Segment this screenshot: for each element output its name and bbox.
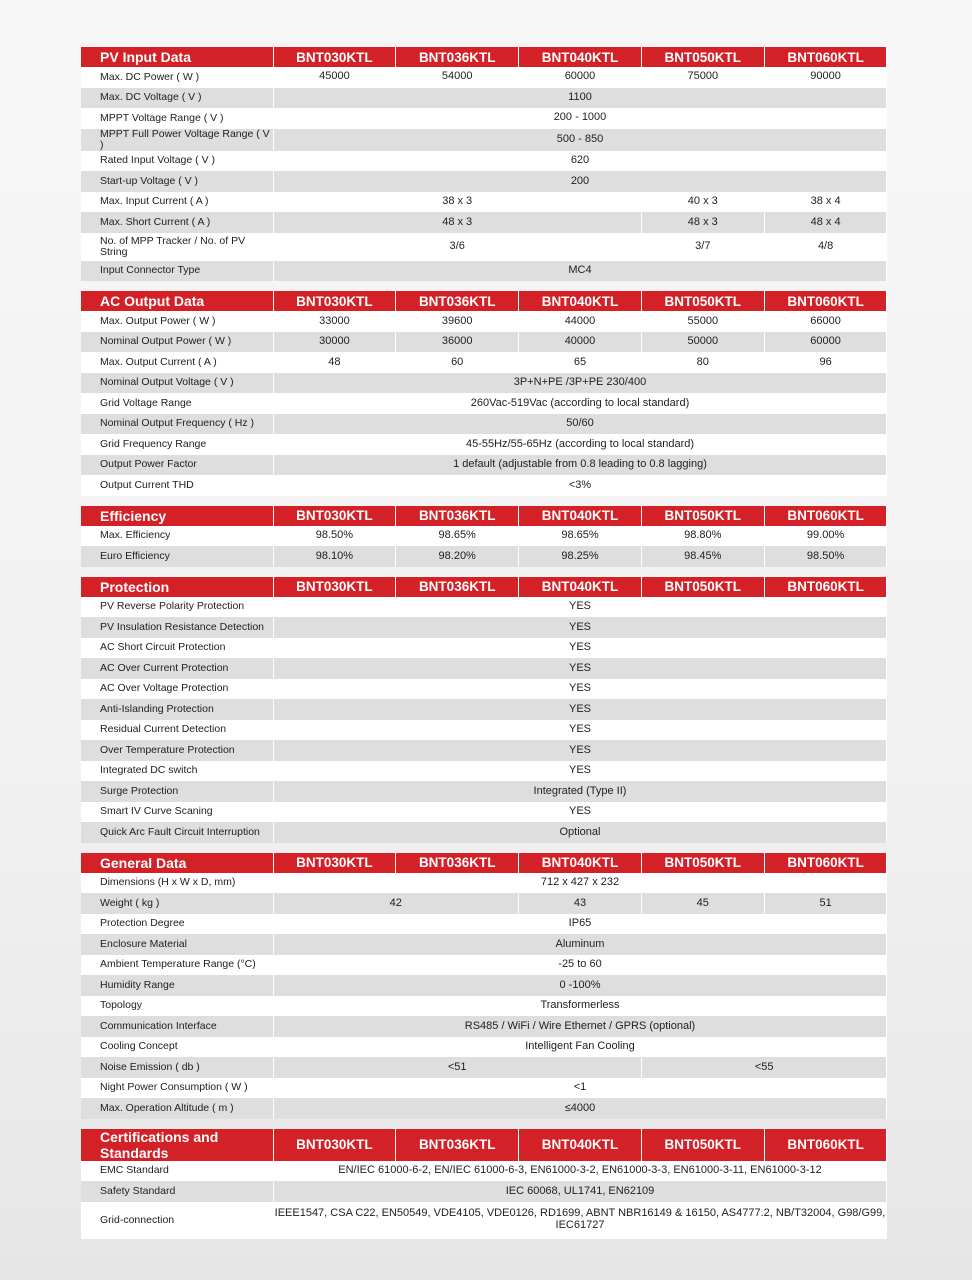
row-label: Start-up Voltage ( V )	[81, 171, 273, 192]
value-cell: YES	[273, 720, 887, 741]
section-title: AC Output Data	[81, 291, 273, 311]
value-cell: MC4	[273, 261, 887, 282]
header-row	[81, 853, 887, 873]
value-cell: 98.65%	[396, 526, 519, 547]
table-row	[81, 261, 887, 282]
value-cell: 3/7	[641, 233, 764, 261]
row-label: Euro Efficiency	[81, 546, 273, 567]
table-row	[81, 1098, 887, 1119]
model-header: BNT050KTL	[641, 291, 764, 311]
table-row	[81, 526, 887, 547]
table-row	[81, 873, 887, 894]
table-row	[81, 1037, 887, 1058]
model-header: BNT050KTL	[641, 47, 764, 67]
model-header: BNT040KTL	[519, 853, 642, 873]
row-label: MPPT Full Power Voltage Range ( V )	[81, 129, 273, 151]
row-label: Max. Operation Altitude ( m )	[81, 1098, 273, 1119]
header-row	[81, 506, 887, 526]
value-cell: 1 default (adjustable from 0.8 leading to 0.8 lagging)	[273, 455, 887, 476]
value-cell: 98.65%	[519, 526, 642, 547]
row-label: Input Connector Type	[81, 261, 273, 282]
header-row	[81, 1129, 887, 1161]
table-row	[81, 658, 887, 679]
row-label: Protection Degree	[81, 914, 273, 935]
table-row	[81, 934, 887, 955]
model-header: BNT036KTL	[396, 47, 519, 67]
table-row	[81, 1161, 887, 1182]
model-header: BNT030KTL	[273, 291, 396, 311]
table-row	[81, 475, 887, 496]
table-row	[81, 1202, 887, 1239]
model-header: BNT060KTL	[764, 291, 887, 311]
row-label: Dimensions (H x W x D, mm)	[81, 873, 273, 894]
table-row	[81, 781, 887, 802]
model-header: BNT050KTL	[641, 1129, 764, 1161]
table-row	[81, 88, 887, 109]
value-cell: 1100	[273, 88, 887, 109]
row-label: Ambient Temperature Range (°C)	[81, 955, 273, 976]
row-label: Grid Voltage Range	[81, 393, 273, 414]
table-general-data	[81, 853, 887, 1119]
value-cell: 50000	[641, 332, 764, 353]
row-label: Max. Short Current ( A )	[81, 212, 273, 233]
value-cell: 44000	[519, 311, 642, 332]
table-row	[81, 679, 887, 700]
row-label: EMC Standard	[81, 1161, 273, 1182]
row-label: Topology	[81, 996, 273, 1017]
model-header: BNT040KTL	[519, 291, 642, 311]
row-label: Residual Current Detection	[81, 720, 273, 741]
model-header: BNT030KTL	[273, 47, 396, 67]
section-title: Certifications and Standards	[81, 1129, 273, 1161]
value-cell: 4/8	[764, 233, 887, 261]
value-cell: 66000	[764, 311, 887, 332]
row-label: Max. Output Power ( W )	[81, 311, 273, 332]
table-row	[81, 151, 887, 172]
value-cell: 3/6	[273, 233, 641, 261]
model-header: BNT036KTL	[396, 1129, 519, 1161]
model-header: BNT030KTL	[273, 1129, 396, 1161]
table-row	[81, 414, 887, 435]
model-header: BNT050KTL	[641, 506, 764, 526]
spec-sheet	[81, 47, 887, 1249]
model-header: BNT060KTL	[764, 577, 887, 597]
row-label: Noise Emission ( db )	[81, 1057, 273, 1078]
model-header: BNT040KTL	[519, 1129, 642, 1161]
value-cell: 98.25%	[519, 546, 642, 567]
row-label: Max. DC Power ( W )	[81, 67, 273, 88]
model-header: BNT040KTL	[519, 577, 642, 597]
table-row	[81, 434, 887, 455]
row-label: Max. Efficiency	[81, 526, 273, 547]
model-header: BNT060KTL	[764, 47, 887, 67]
value-cell: 98.80%	[641, 526, 764, 547]
value-cell: 38 x 4	[764, 192, 887, 213]
model-header: BNT060KTL	[764, 1129, 887, 1161]
table-row	[81, 699, 887, 720]
value-cell: YES	[273, 617, 887, 638]
value-cell: 55000	[641, 311, 764, 332]
table-row	[81, 171, 887, 192]
table-row	[81, 597, 887, 618]
model-header: BNT036KTL	[396, 577, 519, 597]
section-title: Protection	[81, 577, 273, 597]
table-row	[81, 802, 887, 823]
row-label: AC Over Current Protection	[81, 658, 273, 679]
row-label: Anti-Islanding Protection	[81, 699, 273, 720]
value-cell: 200 - 1000	[273, 108, 887, 129]
value-cell: YES	[273, 740, 887, 761]
value-cell: IP65	[273, 914, 887, 935]
value-cell: 3P+N+PE /3P+PE 230/400	[273, 373, 887, 394]
model-header: BNT050KTL	[641, 853, 764, 873]
table-row	[81, 1016, 887, 1037]
value-cell: 98.45%	[641, 546, 764, 567]
row-label: Night Power Consumption ( W )	[81, 1078, 273, 1099]
value-cell: 65	[519, 352, 642, 373]
value-cell: 80	[641, 352, 764, 373]
row-label: Quick Arc Fault Circuit Interruption	[81, 822, 273, 843]
value-cell: 96	[764, 352, 887, 373]
value-cell: 51	[764, 893, 887, 914]
value-cell: 99.00%	[764, 526, 887, 547]
value-cell: RS485 / WiFi / Wire Ethernet / GPRS (optional)	[273, 1016, 887, 1037]
row-label: Nominal Output Power ( W )	[81, 332, 273, 353]
value-cell: 60000	[764, 332, 887, 353]
row-label: Cooling Concept	[81, 1037, 273, 1058]
value-cell: 48 x 3	[273, 212, 641, 233]
value-cell: 40 x 3	[641, 192, 764, 213]
row-label: Humidity Range	[81, 975, 273, 996]
value-cell: Optional	[273, 822, 887, 843]
value-cell: YES	[273, 597, 887, 618]
row-label: Safety Standard	[81, 1181, 273, 1202]
value-cell: 39600	[396, 311, 519, 332]
header-row	[81, 291, 887, 311]
value-cell: Integrated (Type II)	[273, 781, 887, 802]
value-cell: 60	[396, 352, 519, 373]
value-cell: 30000	[273, 332, 396, 353]
row-label: AC Over Voltage Protection	[81, 679, 273, 700]
table-row	[81, 914, 887, 935]
value-cell: 60000	[519, 67, 642, 88]
row-label: Nominal Output Frequency ( Hz )	[81, 414, 273, 435]
value-cell: 48 x 3	[641, 212, 764, 233]
table-ac-output-data	[81, 291, 887, 496]
model-header: BNT036KTL	[396, 291, 519, 311]
row-label: Weight ( kg )	[81, 893, 273, 914]
section-title: PV Input Data	[81, 47, 273, 67]
value-cell: Transformerless	[273, 996, 887, 1017]
value-cell: 200	[273, 171, 887, 192]
table-certifications-and-standards	[81, 1129, 887, 1239]
value-cell: YES	[273, 699, 887, 720]
model-header: BNT036KTL	[396, 506, 519, 526]
table-efficiency	[81, 506, 887, 567]
row-label: PV Reverse Polarity Protection	[81, 597, 273, 618]
row-label: Max. Input Current ( A )	[81, 192, 273, 213]
row-label: Surge Protection	[81, 781, 273, 802]
value-cell: -25 to 60	[273, 955, 887, 976]
row-label: No. of MPP Tracker / No. of PV String	[81, 233, 273, 261]
section-title: Efficiency	[81, 506, 273, 526]
row-label: Over Temperature Protection	[81, 740, 273, 761]
table-row	[81, 67, 887, 88]
table-row	[81, 192, 887, 213]
value-cell: 620	[273, 151, 887, 172]
table-row	[81, 720, 887, 741]
value-cell: EN/IEC 61000-6-2, EN/IEC 61000-6-3, EN61000-3-2, EN61000-3-3, EN61000-3-11, EN61000-3-12	[273, 1161, 887, 1182]
model-header: BNT060KTL	[764, 853, 887, 873]
value-cell: <1	[273, 1078, 887, 1099]
value-cell: 40000	[519, 332, 642, 353]
value-cell: 712 x 427 x 232	[273, 873, 887, 894]
value-cell: 90000	[764, 67, 887, 88]
value-cell: ≤4000	[273, 1098, 887, 1119]
table-row	[81, 1078, 887, 1099]
value-cell: 48 x 4	[764, 212, 887, 233]
table-row	[81, 893, 887, 914]
value-cell: <55	[641, 1057, 887, 1078]
value-cell: Intelligent Fan Cooling	[273, 1037, 887, 1058]
value-cell: 48	[273, 352, 396, 373]
table-row	[81, 332, 887, 353]
row-label: Rated Input Voltage ( V )	[81, 151, 273, 172]
value-cell: YES	[273, 802, 887, 823]
table-row	[81, 740, 887, 761]
table-row	[81, 975, 887, 996]
row-label: Grid-connection	[81, 1202, 273, 1239]
value-cell: 75000	[641, 67, 764, 88]
table-row	[81, 546, 887, 567]
model-header: BNT040KTL	[519, 47, 642, 67]
value-cell: 36000	[396, 332, 519, 353]
row-label: Output Current THD	[81, 475, 273, 496]
table-row	[81, 822, 887, 843]
value-cell: YES	[273, 761, 887, 782]
header-row	[81, 577, 887, 597]
value-cell: 42	[273, 893, 519, 914]
table-row	[81, 108, 887, 129]
table-row	[81, 761, 887, 782]
value-cell: YES	[273, 658, 887, 679]
value-cell: 38 x 3	[273, 192, 641, 213]
value-cell: 260Vac-519Vac (according to local standard)	[273, 393, 887, 414]
value-cell: IEC 60068, UL1741, EN62109	[273, 1181, 887, 1202]
value-cell: <3%	[273, 475, 887, 496]
value-cell: YES	[273, 638, 887, 659]
table-row	[81, 455, 887, 476]
value-cell: 500 - 850	[273, 129, 887, 151]
table-row	[81, 129, 887, 151]
value-cell: <51	[273, 1057, 641, 1078]
row-label: Smart IV Curve Scaning	[81, 802, 273, 823]
model-header: BNT060KTL	[764, 506, 887, 526]
section-title: General Data	[81, 853, 273, 873]
table-pv-input-data	[81, 47, 887, 281]
row-label: Nominal Output Voltage ( V )	[81, 373, 273, 394]
table-row	[81, 373, 887, 394]
table-row	[81, 617, 887, 638]
header-row	[81, 47, 887, 67]
value-cell: YES	[273, 679, 887, 700]
table-row	[81, 996, 887, 1017]
value-cell: 98.20%	[396, 546, 519, 567]
row-label: Integrated DC switch	[81, 761, 273, 782]
model-header: BNT030KTL	[273, 577, 396, 597]
row-label: Communication Interface	[81, 1016, 273, 1037]
value-cell: 98.50%	[273, 526, 396, 547]
row-label: Output Power Factor	[81, 455, 273, 476]
model-header: BNT030KTL	[273, 853, 396, 873]
value-cell: 45000	[273, 67, 396, 88]
value-cell: 98.50%	[764, 546, 887, 567]
value-cell: 50/60	[273, 414, 887, 435]
row-label: Max. Output Current ( A )	[81, 352, 273, 373]
table-row	[81, 311, 887, 332]
value-cell: 54000	[396, 67, 519, 88]
value-cell: 45	[641, 893, 764, 914]
row-label: PV Insulation Resistance Detection	[81, 617, 273, 638]
table-row	[81, 1181, 887, 1202]
value-cell: 0 -100%	[273, 975, 887, 996]
table-protection	[81, 577, 887, 843]
value-cell: 33000	[273, 311, 396, 332]
table-row	[81, 212, 887, 233]
model-header: BNT030KTL	[273, 506, 396, 526]
value-cell: 43	[519, 893, 642, 914]
table-row	[81, 352, 887, 373]
row-label: MPPT Voltage Range ( V )	[81, 108, 273, 129]
model-header: BNT040KTL	[519, 506, 642, 526]
value-cell: 45-55Hz/55-65Hz (according to local standard)	[273, 434, 887, 455]
table-row	[81, 638, 887, 659]
table-row	[81, 1057, 887, 1078]
table-row	[81, 955, 887, 976]
row-label: Grid Frequency Range	[81, 434, 273, 455]
row-label: AC Short Circuit Protection	[81, 638, 273, 659]
value-cell: Aluminum	[273, 934, 887, 955]
row-label: Max. DC Voltage ( V )	[81, 88, 273, 109]
table-row	[81, 393, 887, 414]
row-label: Enclosure Material	[81, 934, 273, 955]
value-cell: 98.10%	[273, 546, 396, 567]
table-row	[81, 233, 887, 261]
model-header: BNT050KTL	[641, 577, 764, 597]
model-header: BNT036KTL	[396, 853, 519, 873]
value-cell: IEEE1547, CSA C22, EN50549, VDE4105, VDE0126, RD1699, ABNT NBR16149 & 16150, AS4777.2, NB/T32004, G98/G99, IEC61727	[273, 1202, 887, 1239]
